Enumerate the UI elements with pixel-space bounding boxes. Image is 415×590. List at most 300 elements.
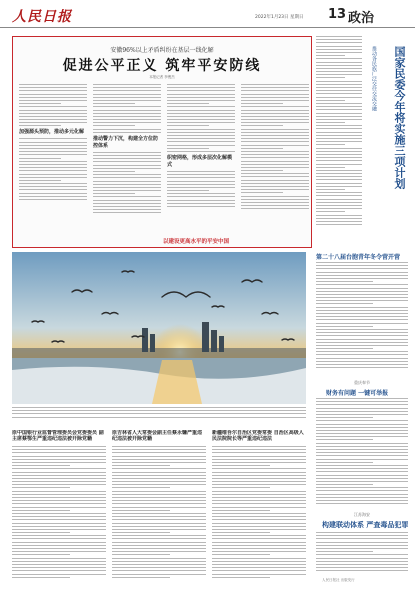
text-line (12, 516, 106, 517)
text-line (93, 122, 161, 123)
bottom-article-1 (12, 430, 106, 580)
text-line (112, 487, 170, 488)
text-line (316, 326, 373, 327)
text-line (112, 516, 206, 517)
text-line (316, 186, 362, 187)
text-line (212, 500, 306, 501)
text-line (112, 538, 206, 539)
feature-kicker: 安徽96%以上矛盾纠纷在基层一线化解 (110, 47, 214, 54)
text-line (316, 329, 408, 330)
text-line (212, 574, 306, 575)
text-line (12, 478, 106, 479)
text-line (93, 181, 161, 182)
text-line (212, 548, 306, 549)
text-line (316, 567, 408, 568)
text-line (12, 570, 106, 571)
text-line (212, 478, 306, 479)
text-line (167, 145, 235, 146)
text-line (316, 135, 362, 136)
text-line (12, 497, 106, 498)
text-line (316, 545, 408, 546)
text-line (112, 545, 206, 546)
text-line (112, 494, 206, 495)
text-line (93, 87, 161, 88)
text-line (316, 484, 373, 485)
text-line (212, 526, 306, 527)
text-line (167, 106, 235, 107)
text-line (19, 106, 87, 107)
text-line (316, 358, 408, 359)
text-line (241, 141, 309, 142)
text-line (316, 167, 345, 168)
text-line (93, 193, 135, 194)
text-line (19, 84, 87, 85)
text-line (167, 187, 235, 188)
text-line (316, 300, 408, 301)
text-line (12, 465, 70, 466)
text-line (316, 427, 408, 428)
text-line (12, 545, 106, 546)
text-line (316, 97, 362, 98)
text-line (19, 116, 87, 117)
text-line (316, 354, 408, 355)
text-line (93, 125, 135, 126)
text-line (112, 513, 206, 514)
text-line (93, 165, 161, 166)
text-line (167, 190, 209, 191)
right-mid-title: 第二十八届台胞青年冬令营开营 (316, 254, 401, 261)
text-line (316, 339, 408, 340)
text-line (316, 84, 362, 85)
text-line (316, 138, 362, 139)
text-line (12, 526, 106, 527)
text-line (316, 132, 362, 133)
text-line (93, 203, 161, 204)
text-line (19, 90, 87, 91)
text-line (316, 455, 408, 456)
text-line (112, 551, 206, 552)
dateline: 2022年1月23日 星期日 (255, 15, 304, 20)
text-line (212, 452, 306, 453)
text-line (19, 186, 87, 187)
text-line (212, 551, 306, 552)
text-line (316, 183, 362, 184)
feature-headline: 促进公平正义 筑牢平安防线 (62, 58, 262, 74)
text-line (316, 465, 408, 466)
text-line (316, 215, 362, 216)
text-line (316, 154, 362, 155)
text-line (316, 265, 408, 266)
text-line (212, 462, 306, 463)
text-line (12, 551, 106, 552)
text-line (112, 452, 206, 453)
text-line (19, 167, 87, 168)
text-line (112, 481, 206, 482)
text-line (12, 538, 106, 539)
text-line (12, 494, 106, 495)
text-line (316, 62, 362, 63)
text-line (12, 487, 70, 488)
right-lower-title: 财务有问题 一键可举报 (326, 390, 389, 397)
text-line (19, 189, 87, 190)
text-line (241, 113, 309, 114)
text-line (112, 570, 206, 571)
text-line (12, 529, 106, 530)
text-line (241, 145, 309, 146)
text-line (316, 87, 362, 88)
text-line (241, 87, 309, 88)
text-line (12, 535, 106, 536)
text-line (93, 106, 161, 107)
text-line (212, 497, 306, 498)
text-line (316, 414, 408, 415)
text-line (167, 177, 235, 178)
text-line (316, 294, 408, 295)
text-line (316, 46, 362, 47)
text-line (316, 408, 408, 409)
right-top-text (316, 36, 362, 248)
text-line (112, 554, 170, 555)
text-line (316, 164, 362, 165)
text-line (112, 475, 206, 476)
text-line (316, 310, 408, 311)
text-line (316, 351, 408, 352)
text-line (316, 471, 408, 472)
text-line (316, 100, 345, 101)
text-line (241, 84, 309, 85)
text-line (241, 125, 283, 126)
text-line (93, 129, 161, 130)
text-line (212, 507, 306, 508)
text-line (167, 125, 209, 126)
text-line (316, 364, 408, 365)
text-line (112, 558, 206, 559)
text-line (93, 177, 161, 178)
bottom-article-3 (212, 430, 306, 580)
text-line (12, 410, 306, 411)
text-line (316, 478, 408, 479)
text-line (167, 132, 235, 133)
text-line (212, 519, 306, 520)
text-line (316, 558, 408, 559)
text-line (316, 202, 362, 203)
text-line (241, 164, 309, 165)
text-line (93, 209, 161, 210)
feature-subhead-3: 织密网格，形成多层次化解模式 (167, 154, 233, 168)
text-line (212, 554, 270, 555)
text-line (316, 176, 362, 177)
text-line (12, 507, 106, 508)
text-line (316, 278, 408, 279)
text-line (316, 199, 362, 200)
text-line (12, 481, 106, 482)
right-top-title: 国家民委今年将实施三项计划 (393, 46, 406, 189)
bottom-article-1-title: 原中国银行业监督管理委员会党委委员 副主席蔡鄂生严重违纪违法被开除党籍 (12, 430, 104, 442)
text-line (316, 58, 362, 59)
text-line (167, 110, 235, 111)
text-line (316, 503, 408, 504)
text-line (316, 332, 408, 333)
text-line (316, 52, 362, 53)
text-line (316, 535, 408, 536)
text-line (167, 174, 235, 175)
newspaper-logo: 人民日报 (12, 9, 72, 25)
text-line (316, 345, 408, 346)
text-line (19, 170, 87, 171)
text-line (12, 452, 106, 453)
text-line (212, 472, 306, 473)
text-line (241, 148, 283, 149)
text-line (212, 558, 306, 559)
section-title: 政治 (348, 11, 375, 26)
text-line (212, 542, 306, 543)
text-line (316, 116, 362, 117)
text-line (112, 491, 206, 492)
text-line (167, 151, 235, 152)
text-line (241, 199, 309, 200)
text-line (241, 157, 309, 158)
text-line (316, 439, 373, 440)
text-line (19, 183, 87, 184)
feature-column-3 (167, 84, 235, 234)
text-line (93, 168, 161, 169)
text-line (241, 138, 309, 139)
text-line (241, 205, 309, 206)
text-line (241, 161, 309, 162)
text-line (93, 94, 161, 95)
feature-article (12, 36, 312, 248)
text-line (316, 433, 408, 434)
feature-byline: 本报记者 李俊杰 (149, 75, 175, 79)
text-line (112, 574, 206, 575)
text-line (316, 481, 408, 482)
text-line (112, 484, 206, 485)
text-line (241, 202, 309, 203)
text-line (316, 113, 362, 114)
text-line (316, 313, 408, 314)
text-line (12, 484, 106, 485)
text-line (316, 42, 362, 43)
text-line (316, 74, 362, 75)
text-line (316, 179, 362, 180)
text-line (316, 268, 408, 269)
text-line (93, 187, 161, 188)
text-line (93, 116, 161, 117)
text-line (212, 484, 306, 485)
text-line (19, 94, 87, 95)
text-line (212, 523, 306, 524)
text-line (212, 529, 306, 530)
text-line (12, 475, 106, 476)
text-line (93, 113, 161, 114)
text-line (93, 155, 161, 156)
news-photo (12, 252, 306, 404)
text-line (12, 574, 106, 575)
text-line (241, 170, 283, 171)
text-line (93, 200, 161, 201)
text-line (112, 542, 206, 543)
text-line (212, 449, 306, 450)
text-line (241, 196, 309, 197)
text-line (212, 570, 306, 571)
text-line (316, 284, 408, 285)
text-line (93, 103, 135, 104)
text-line (12, 554, 70, 555)
photo-caption (12, 407, 306, 425)
text-line (241, 192, 283, 193)
text-line (316, 398, 408, 399)
text-line (112, 500, 206, 501)
text-line (19, 100, 87, 101)
text-line (167, 184, 235, 185)
right-lower-text (316, 398, 408, 508)
text-line (112, 532, 170, 533)
text-line (19, 142, 87, 143)
text-line (93, 152, 161, 153)
text-line (167, 87, 235, 88)
text-line (12, 523, 106, 524)
text-line (212, 577, 270, 578)
text-line (93, 158, 161, 159)
text-line (212, 465, 270, 466)
text-line (19, 199, 87, 200)
bottom-article-2-title: 原吉林省人大常委会副主任蔡永镛严重违纪违法被开除党籍 (112, 430, 203, 442)
text-line (167, 100, 235, 101)
text-line (241, 119, 309, 120)
text-line (19, 164, 87, 165)
text-line (19, 177, 87, 178)
text-line (93, 84, 161, 85)
text-line (212, 503, 306, 504)
text-line (12, 500, 106, 501)
text-line (316, 500, 408, 501)
text-line (241, 110, 309, 111)
text-line (93, 97, 161, 98)
text-line (167, 113, 235, 114)
text-line (316, 436, 408, 437)
text-line (241, 94, 309, 95)
text-line (316, 494, 408, 495)
text-line (212, 446, 306, 447)
text-line (316, 151, 362, 152)
text-line (316, 319, 408, 320)
text-line (167, 116, 235, 117)
feature-column-2 (93, 84, 161, 234)
text-line (241, 186, 309, 187)
text-line (167, 206, 235, 207)
page-footer: 人民日报社 出版发行 (322, 578, 355, 582)
text-line (112, 535, 206, 536)
text-line (316, 446, 408, 447)
text-line (12, 472, 106, 473)
text-line (212, 459, 306, 460)
text-line (316, 49, 362, 50)
text-line (93, 132, 161, 133)
text-line (316, 205, 362, 206)
text-line (316, 55, 345, 56)
text-line (241, 135, 309, 136)
text-line (93, 90, 161, 91)
text-line (212, 510, 270, 511)
text-line (93, 100, 161, 101)
text-line (316, 90, 362, 91)
text-line (12, 564, 106, 565)
text-line (12, 519, 106, 520)
text-line (19, 196, 87, 197)
text-line (167, 122, 235, 123)
text-line (12, 413, 306, 414)
text-line (19, 145, 87, 146)
text-line (316, 71, 362, 72)
text-line (93, 110, 161, 111)
text-line (19, 148, 87, 149)
text-line (316, 323, 408, 324)
text-line (93, 212, 161, 213)
text-line (316, 570, 408, 571)
text-line (112, 497, 206, 498)
text-line (316, 316, 408, 317)
right-lower-kicker: 重庆奉节 (354, 380, 370, 385)
text-line (212, 494, 306, 495)
text-line (316, 218, 362, 219)
text-line (316, 475, 408, 476)
text-line (93, 206, 161, 207)
text-line (212, 513, 306, 514)
text-line (316, 449, 408, 450)
text-line (19, 103, 61, 104)
text-line (167, 203, 235, 204)
text-line (316, 307, 408, 308)
text-line (241, 129, 309, 130)
text-line (19, 138, 87, 139)
text-line (316, 303, 373, 304)
text-line (167, 181, 235, 182)
feature-subhead-2: 推动警力下沉，构建全方位防控体系 (93, 135, 159, 149)
text-line (19, 87, 87, 88)
text-line (316, 430, 408, 431)
text-line (212, 481, 306, 482)
text-line (212, 538, 306, 539)
text-line (241, 116, 309, 117)
text-line (316, 65, 362, 66)
text-line (167, 200, 235, 201)
text-line (212, 456, 306, 457)
text-line (12, 510, 70, 511)
text-line (316, 221, 362, 222)
text-line (241, 122, 309, 123)
text-line (212, 567, 306, 568)
text-line (241, 97, 309, 98)
text-line (12, 407, 306, 408)
text-line (212, 475, 306, 476)
text-line (212, 491, 306, 492)
text-line (316, 122, 345, 123)
text-line (19, 125, 61, 126)
text-line (19, 154, 87, 155)
text-line (316, 224, 362, 225)
feature-column-4 (241, 84, 309, 234)
text-line (316, 490, 408, 491)
text-line (316, 208, 362, 209)
text-line (112, 561, 206, 562)
text-line (212, 545, 306, 546)
text-line (316, 173, 362, 174)
text-line (12, 449, 106, 450)
text-line (167, 196, 235, 197)
text-line (241, 106, 309, 107)
text-line (167, 84, 235, 85)
text-line (212, 487, 270, 488)
